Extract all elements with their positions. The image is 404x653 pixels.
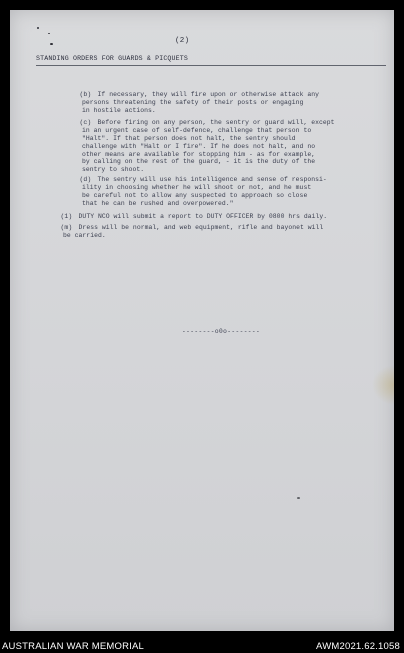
order-line: DUTY NCO will submit a report to DUTY OFFICER by 0800 hrs daily. xyxy=(78,212,328,220)
footer-institution: AUSTRALIAN WAR MEMORIAL xyxy=(2,641,145,652)
paragraph-label: (c) xyxy=(79,118,92,126)
paragraph-line: challenge with "Halt or I fire". If he does not halt, and no xyxy=(82,142,316,150)
paragraph-line: in hostile actions. xyxy=(82,106,156,114)
paragraph-line: If necessary, they will fire upon or otherwise attack any xyxy=(97,90,319,98)
paragraph-line: persons threatening the safety of their posts or engaging xyxy=(82,98,304,106)
order-m xyxy=(45,216,323,248)
ink-speck xyxy=(37,27,39,29)
paragraph-line: sentry to shoot. xyxy=(82,166,145,174)
page-number: (2) xyxy=(175,37,190,45)
paragraph-label: (d) xyxy=(79,175,92,183)
paragraph-line: other means are available for stopping him - as for example, xyxy=(82,150,316,158)
paragraph-line: Before firing on any person, the sentry or guard will, except xyxy=(97,118,335,126)
paper-stain xyxy=(372,365,394,405)
document-page xyxy=(10,10,394,631)
order-label: (1) xyxy=(60,212,73,220)
order-line: be carried. xyxy=(63,231,106,239)
paragraph-line: by calling on the rest of the guard, - it is the duty of the xyxy=(82,158,316,166)
paragraph-label: (b) xyxy=(79,90,92,98)
paragraph-line: in an urgent case of self-defence, challenge that person to xyxy=(82,126,312,134)
paragraph-line: ility in choosing whether he will shoot or not, and he must xyxy=(82,183,312,191)
paragraph-line: "Halt". If that person does not halt, the sentry should xyxy=(82,134,296,142)
document-heading: STANDING ORDERS FOR GUARDS & PICQUETS xyxy=(36,55,188,62)
order-line: Dress will be normal, and web equipment, rifle and bayonet will xyxy=(78,223,324,231)
section-divider: --------o0o-------- xyxy=(182,328,261,335)
ink-speck xyxy=(50,43,53,45)
ink-speck xyxy=(48,33,50,34)
order-label: (m) xyxy=(60,223,73,231)
paragraph-line: The sentry will use his intelligence and sense of responsi- xyxy=(97,175,327,183)
heading-underline xyxy=(36,65,386,66)
ink-speck xyxy=(297,497,300,499)
paragraph-line: that he can be rushed and overpowered." xyxy=(82,199,234,207)
paragraph-line: be careful not to allow any suspected to approach so close xyxy=(82,191,308,199)
footer-reference: AWM2021.62.1058 xyxy=(316,641,400,652)
